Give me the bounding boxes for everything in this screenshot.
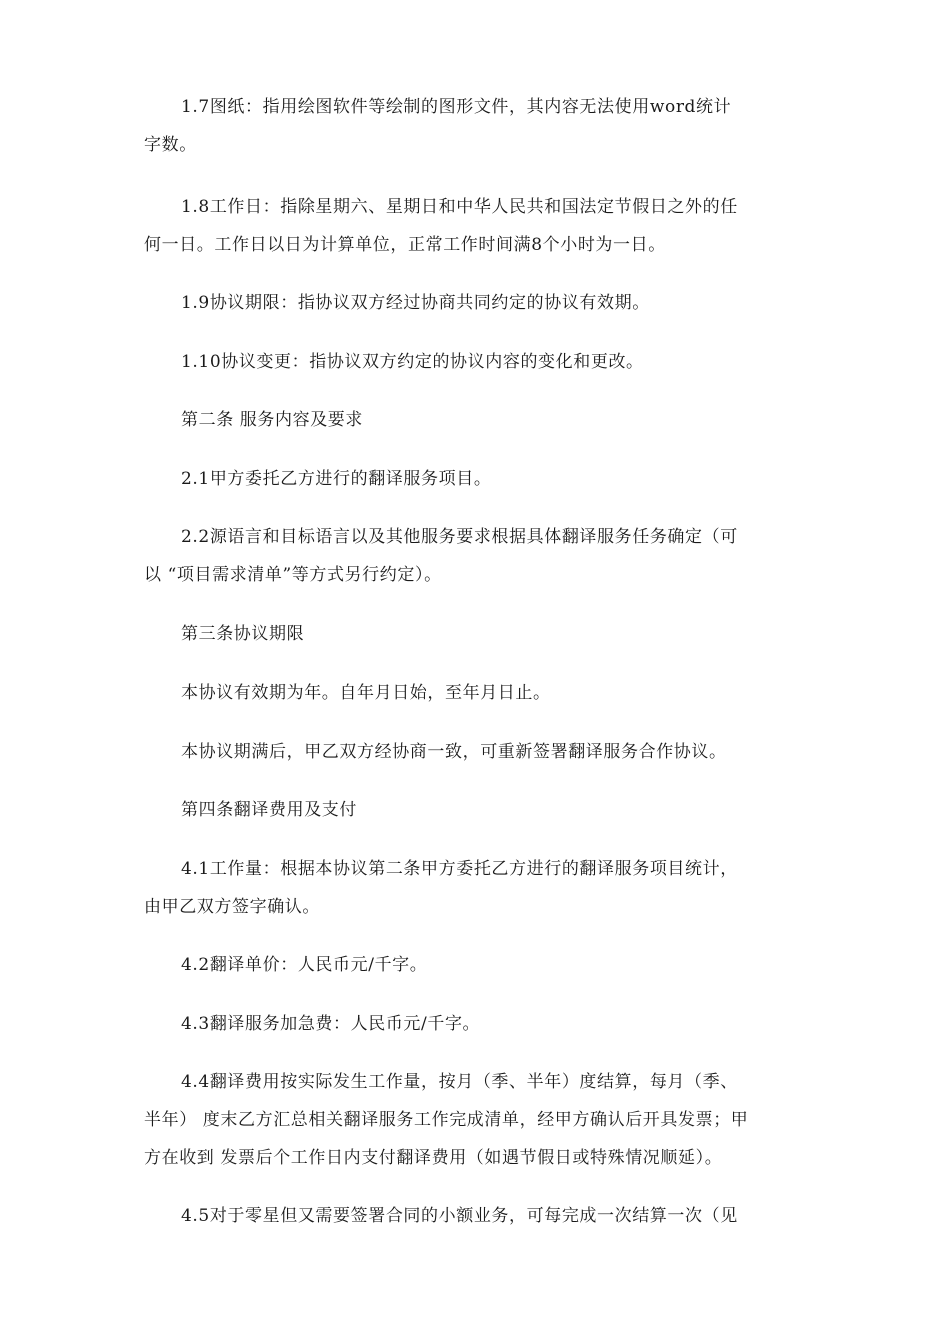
text-line: 4.3翻译服务加急费：人民币元/千字。: [181, 1014, 481, 1034]
text-line: 2.2源语言和目标语言以及其他服务要求根据具体翻译服务任务确定（可: [181, 527, 738, 547]
section-heading-4: [144, 791, 810, 829]
paragraph-2-2: [144, 518, 810, 594]
text-line: 本协议有效期为年。自年月日始，至年月日止。: [181, 683, 551, 703]
paragraph-renewal: [144, 733, 810, 771]
text-line: 1.9协议期限：指协议双方经过协商共同约定的协议有效期。: [181, 293, 650, 313]
paragraph-4-2: [144, 946, 810, 984]
section-heading-3: [144, 615, 810, 653]
text-line: 第四条翻译费用及支付: [181, 800, 357, 820]
text-line: 1.10协议变更：指协议双方约定的协议内容的变化和更改。: [181, 352, 644, 372]
text-line: 字数。: [144, 135, 197, 155]
text-line: 1.8工作日：指除星期六、星期日和中华人民共和国法定节假日之外的任: [181, 197, 738, 217]
text-line: 何一日。工作日以日为计算单位，正常工作时间满8个小时为一日。: [144, 235, 666, 255]
paragraph-1-8: [144, 188, 810, 264]
text-line: 以 “项目需求清单”等方式另行约定）。: [144, 565, 442, 585]
text-line: 4.2翻译单价：人民币元/千字。: [181, 955, 428, 975]
text-line: 4.4翻译费用按实际发生工作量，按月（季、半年）度结算，每月（季、: [181, 1072, 738, 1092]
text-line: 半年） 度末乙方汇总相关翻译服务工作完成清单，经甲方确认后开具发票；甲: [144, 1110, 749, 1130]
text-line: 第三条协议期限: [181, 624, 305, 644]
text-line: 由甲乙双方签字确认。: [144, 897, 320, 917]
paragraph-1-9: [144, 284, 810, 322]
text-line: 2.1甲方委托乙方进行的翻译服务项目。: [181, 469, 492, 489]
paragraph-2-1: [144, 460, 810, 498]
paragraph-1-7: [144, 88, 810, 164]
section-heading-2: [144, 401, 810, 439]
text-line: 本协议期满后，甲乙双方经协商一致，可重新签署翻译服务合作协议。: [181, 742, 727, 762]
paragraph-4-4: [144, 1063, 810, 1177]
text-line: 4.5对于零星但又需要签署合同的小额业务，可每完成一次结算一次（见: [181, 1206, 738, 1226]
text-line: 第二条 服务内容及要求: [181, 410, 364, 430]
text-line: 方在收到 发票后个工作日内支付翻译费用（如遇节假日或特殊情况顺延）。: [144, 1148, 723, 1168]
paragraph-1-10: [144, 343, 810, 381]
text-line: 4.1工作量：根据本协议第二条甲方委托乙方进行的翻译服务项目统计，: [181, 859, 738, 879]
text-line: 1.7图纸：指用绘图软件等绘制的图形文件，其内容无法使用word统计: [181, 97, 732, 117]
paragraph-4-5: [144, 1197, 810, 1235]
paragraph-term: [144, 674, 810, 712]
paragraph-4-1: [144, 850, 810, 926]
paragraph-4-3: [144, 1005, 810, 1043]
